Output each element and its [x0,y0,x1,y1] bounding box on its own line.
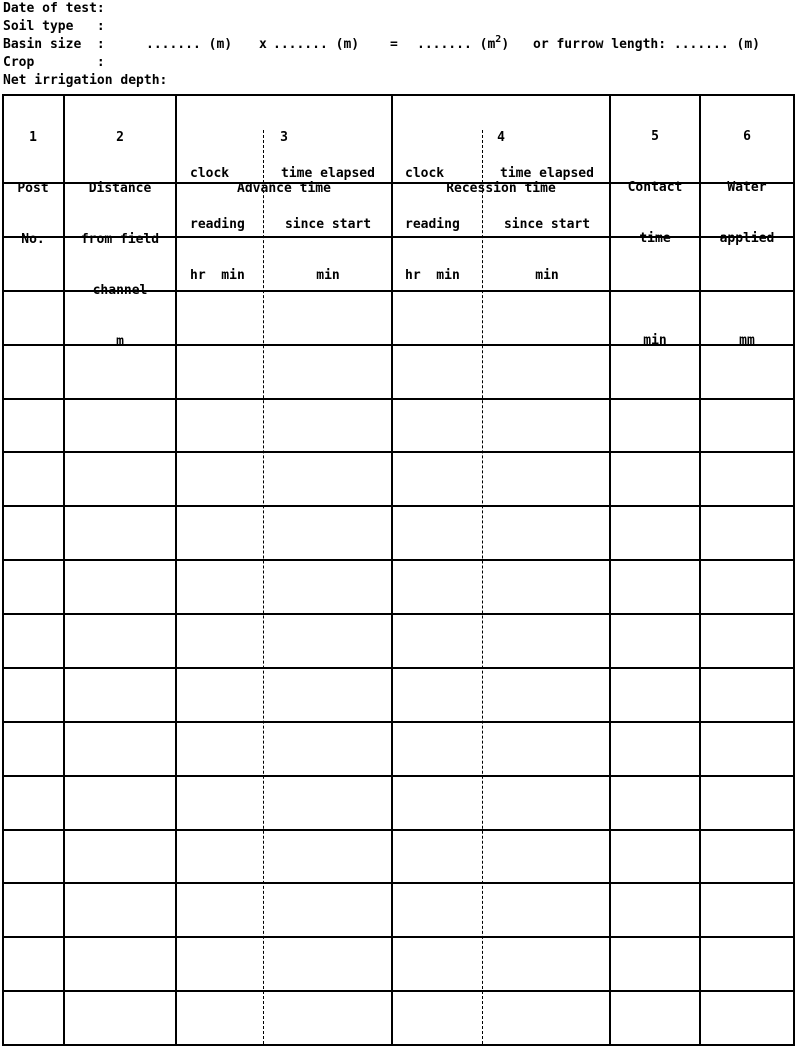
crop-label: Crop : [3,55,105,70]
subheader-unit: min [535,268,559,283]
recession-clock-subheader [405,131,481,301]
column-title-line: from field [80,232,160,247]
row-divider [2,613,795,615]
column-1-header [4,95,62,265]
row-divider [2,451,795,453]
subheader-unit: hr min [405,268,460,283]
subheader-line: clock [190,166,230,181]
recession-elapsed-subheader [485,131,609,301]
column-title-line: Water [727,180,767,195]
row-divider [2,559,795,561]
column-title-line: channel [92,283,148,298]
column-unit: mm [739,333,755,348]
column-title: Recession time [446,181,556,196]
subheader-unit: min [316,268,340,283]
times-sign: x [259,37,267,52]
column-title-line: No. [21,232,45,247]
form-header [3,0,798,108]
column-title-line: Distance [88,181,152,196]
column-unit: min [643,333,667,348]
row-divider [2,990,795,992]
column-number: 2 [116,130,124,145]
subheader-line: reading [405,217,460,232]
row-divider [2,775,795,777]
basin-width-field: ....... (m) [146,37,233,52]
row-divider [2,882,795,884]
subheader-line: clock [405,166,445,181]
basin-size-label: Basin size : [3,37,105,52]
row-divider [2,829,795,831]
advance-subcolumn-divider [263,130,264,1044]
subheader-line: time elapsed [281,166,375,181]
row-divider [2,667,795,669]
column-5-header [611,94,699,366]
column-title-line: Post [17,181,49,196]
column-unit: m [116,334,124,349]
column-number: 4 [497,130,505,145]
column-number: 5 [651,129,659,144]
column-number: 3 [280,130,288,145]
equals-sign: = [390,37,398,52]
area-exponent: 2 [495,34,502,45]
row-divider [2,505,795,507]
advance-elapsed-subheader [266,131,390,301]
date-of-test-label: Date of test: [3,1,105,16]
subheader-line: reading [190,217,245,232]
row-divider [2,721,795,723]
column-title: Advance time [237,181,331,196]
advance-clock-subheader [190,131,262,301]
column-number: 1 [29,130,37,145]
basin-size-line [3,36,798,54]
column-number: 6 [743,129,751,144]
subheader-line: since start [284,217,372,232]
column-6-header [701,94,793,366]
basin-area-field: ....... $(m^2)$ [417,34,510,52]
row-divider [2,936,795,938]
recession-subcolumn-divider [482,130,483,1044]
column-title-line: applied [719,231,775,246]
column-title-line: time [639,231,671,246]
column-title-line: Contact [627,180,683,195]
basin-length-field: ....... (m) [273,37,360,52]
net-irrigation-depth-label: Net irrigation depth: [3,73,168,88]
subheader-line: since start [503,217,591,232]
row-divider [2,398,795,400]
soil-type-label: Soil type : [3,19,105,34]
column-2-header [65,95,175,367]
subheader-line: time elapsed [500,166,594,181]
subheader-unit: hr min [190,268,245,283]
furrow-length-field: or furrow length: ....... (m) [533,37,760,52]
